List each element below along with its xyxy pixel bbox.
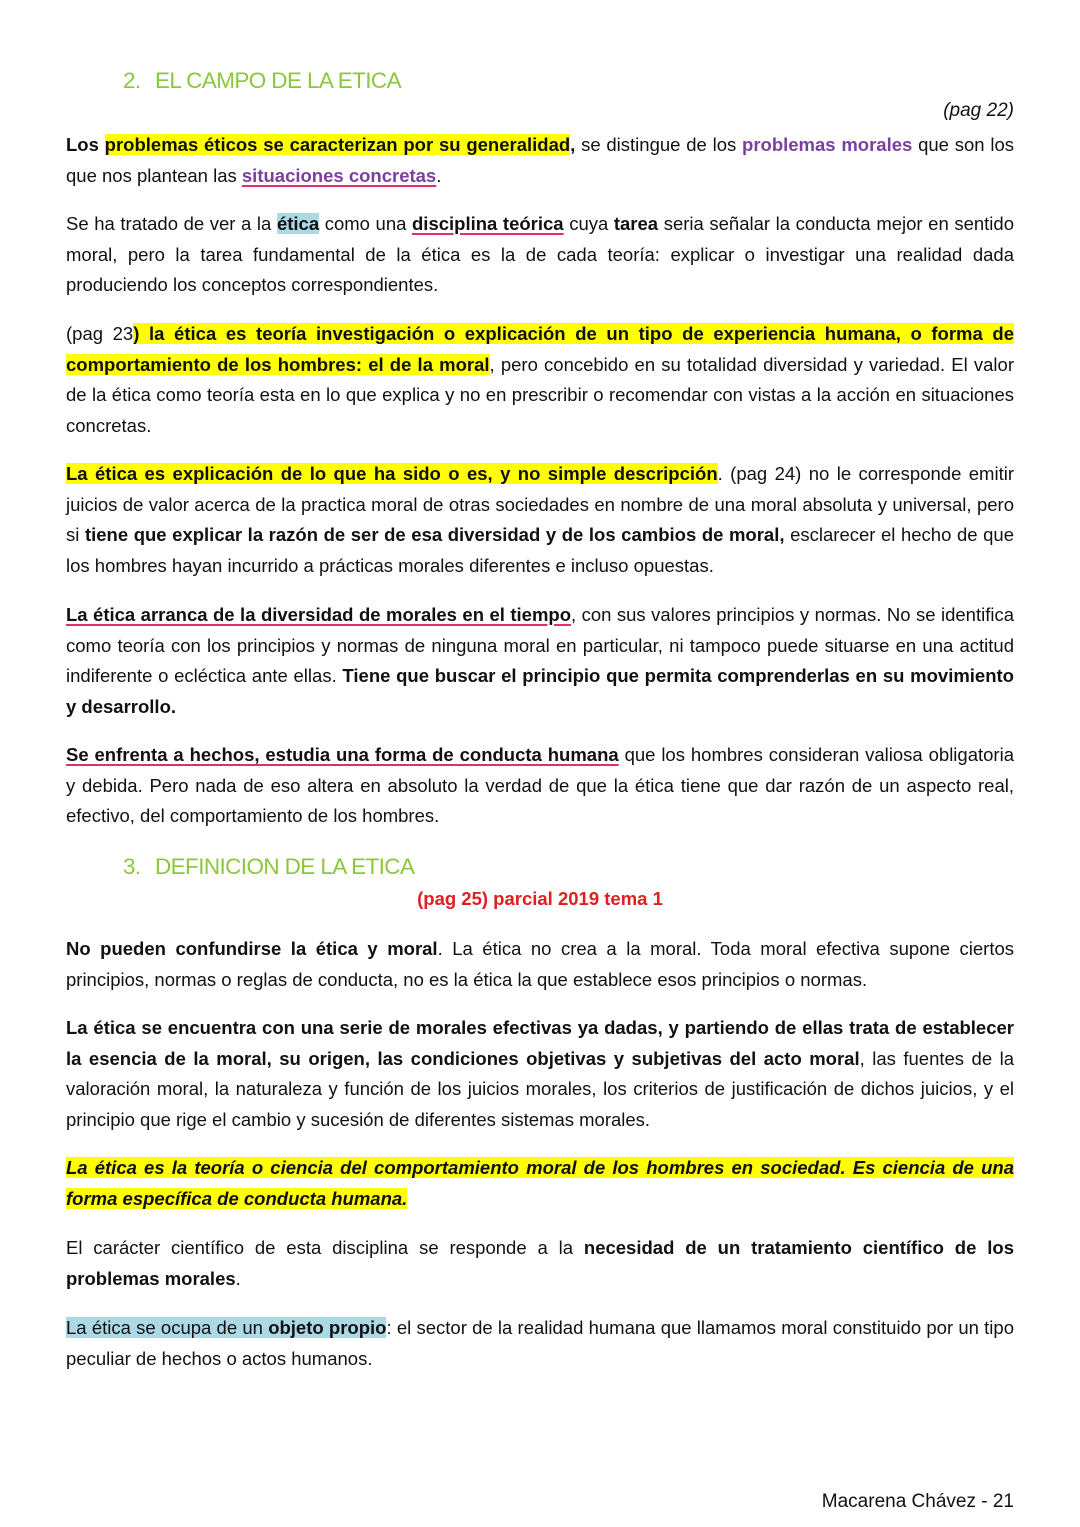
section-number: 3. [123,854,141,879]
paragraph-1: Los problemas éticos se caracterizan por su generalidad, se distingue de los problemas morales que son los que nos plantean las situaciones concretas. [66,134,1014,186]
paragraph-6: Se enfrenta a hechos, estudia una forma de conducta humana que los hombres consideran valiosa obligatoria y debida. Pero nada de eso altera en absoluto la verdad de que la ética tiene que dar razón de un aspecto real, efectivo, del comportamiento de los hombres. [66,744,1014,826]
highlight: La ética es explicación de lo que ha sido o es, y no simple descripción [66,463,718,484]
paragraph-10: El carácter científico de esta disciplina se responde a la necesidad de un tratamiento científico de los problemas morales. [66,1237,1014,1289]
section-heading-campo [123,68,401,94]
paragraph-4: La ética es explicación de lo que ha sido o es, y no simple descripción. (pag 24) no le corresponde emitir juicios de valor acerca de la practica moral de otras sociedades en nombre de una moral absoluta y universal, pero si tiene que explicar la razón de ser de esa diversidad y de los cambios de moral, esclarecer el hecho de que los hombres hayan incurrido a prácticas morales diferentes e incluso opuestas. [66,463,1014,576]
paragraph-8: La ética se encuentra con una serie de morales efectivas ya dadas, y partiendo de ellas trata de establecer la esencia de la moral, su origen, las condiciones objetivas y subjetivas del acto moral, las fuentes de la valoración moral, la naturaleza y función de los juicios morales, los criterios de justificación de dichos juicios, y el principio que rige el cambio y sucesión de diferentes sistemas morales. [66,1017,1014,1130]
paragraph-9 [66,1153,1014,1214]
paragraph-7: No pueden confundirse la ética y moral. La ética no crea a la moral. Toda moral efectiva supone ciertos principios, normas o reglas de conducta, no es la ética la que establece esos principios o normas. [66,938,1014,990]
highlight: La ética es la teoría o ciencia del comportamiento moral de los hombres en sociedad. Es ciencia de una forma específica de conducta humana. [66,1157,1014,1209]
section-heading-definicion [123,854,414,880]
section-title: EL CAMPO DE LA ETICA [155,68,401,93]
highlight: problemas éticos se caracterizan por su generalidad [104,134,571,155]
paragraph-11: La ética se ocupa de un objeto propio: el sector de la realidad humana que llamamos moral constituido por un tipo peculiar de hechos o actos humanos. [66,1317,1014,1369]
paragraph-5: La ética arranca de la diversidad de morales en el tiempo, con sus valores principios y normas. No se identifica como teoría con los principios y normas de ninguna moral en particular, ni tampoco puede situarse en una actitud indiferente o ecléctica ante ellas. Tiene que buscar el principio que permita comprenderlas en su movimiento y desarrollo. [66,604,1014,717]
page-reference: (pag 22) [943,100,1014,121]
page-reference-red: (pag 25) parcial 2019 tema 1 [417,888,663,909]
section-title: DEFINICION DE LA ETICA [155,854,415,879]
paragraph-3: (pag 23) la ética es teoría investigación o explicación de un tipo de experiencia humana, o forma de comportamiento de los hombres: el de la moral, pero concebido en su totalidad diversidad y variedad. El valor de la ética como teoría esta en lo que explica y no en prescribir o recomendar con vistas a la acción en situaciones concretas. [66,323,1014,436]
page-footer: Macarena Chávez - 21 [821,1491,1014,1512]
highlight: ) la ética es teoría investigación o explicación de un tipo de experiencia humana, o forma de comportamiento de los hombres: el de la moral [66,323,1014,375]
paragraph-2: Se ha tratado de ver a la ética como una disciplina teórica cuya tarea seria señalar la conducta mejor en sentido moral, pero la tarea fundamental de la ética es la de cada teoría: explicar o investigar una realidad dada produciendo los conceptos correspondientes. [66,213,1014,295]
section-number: 2. [123,68,141,93]
